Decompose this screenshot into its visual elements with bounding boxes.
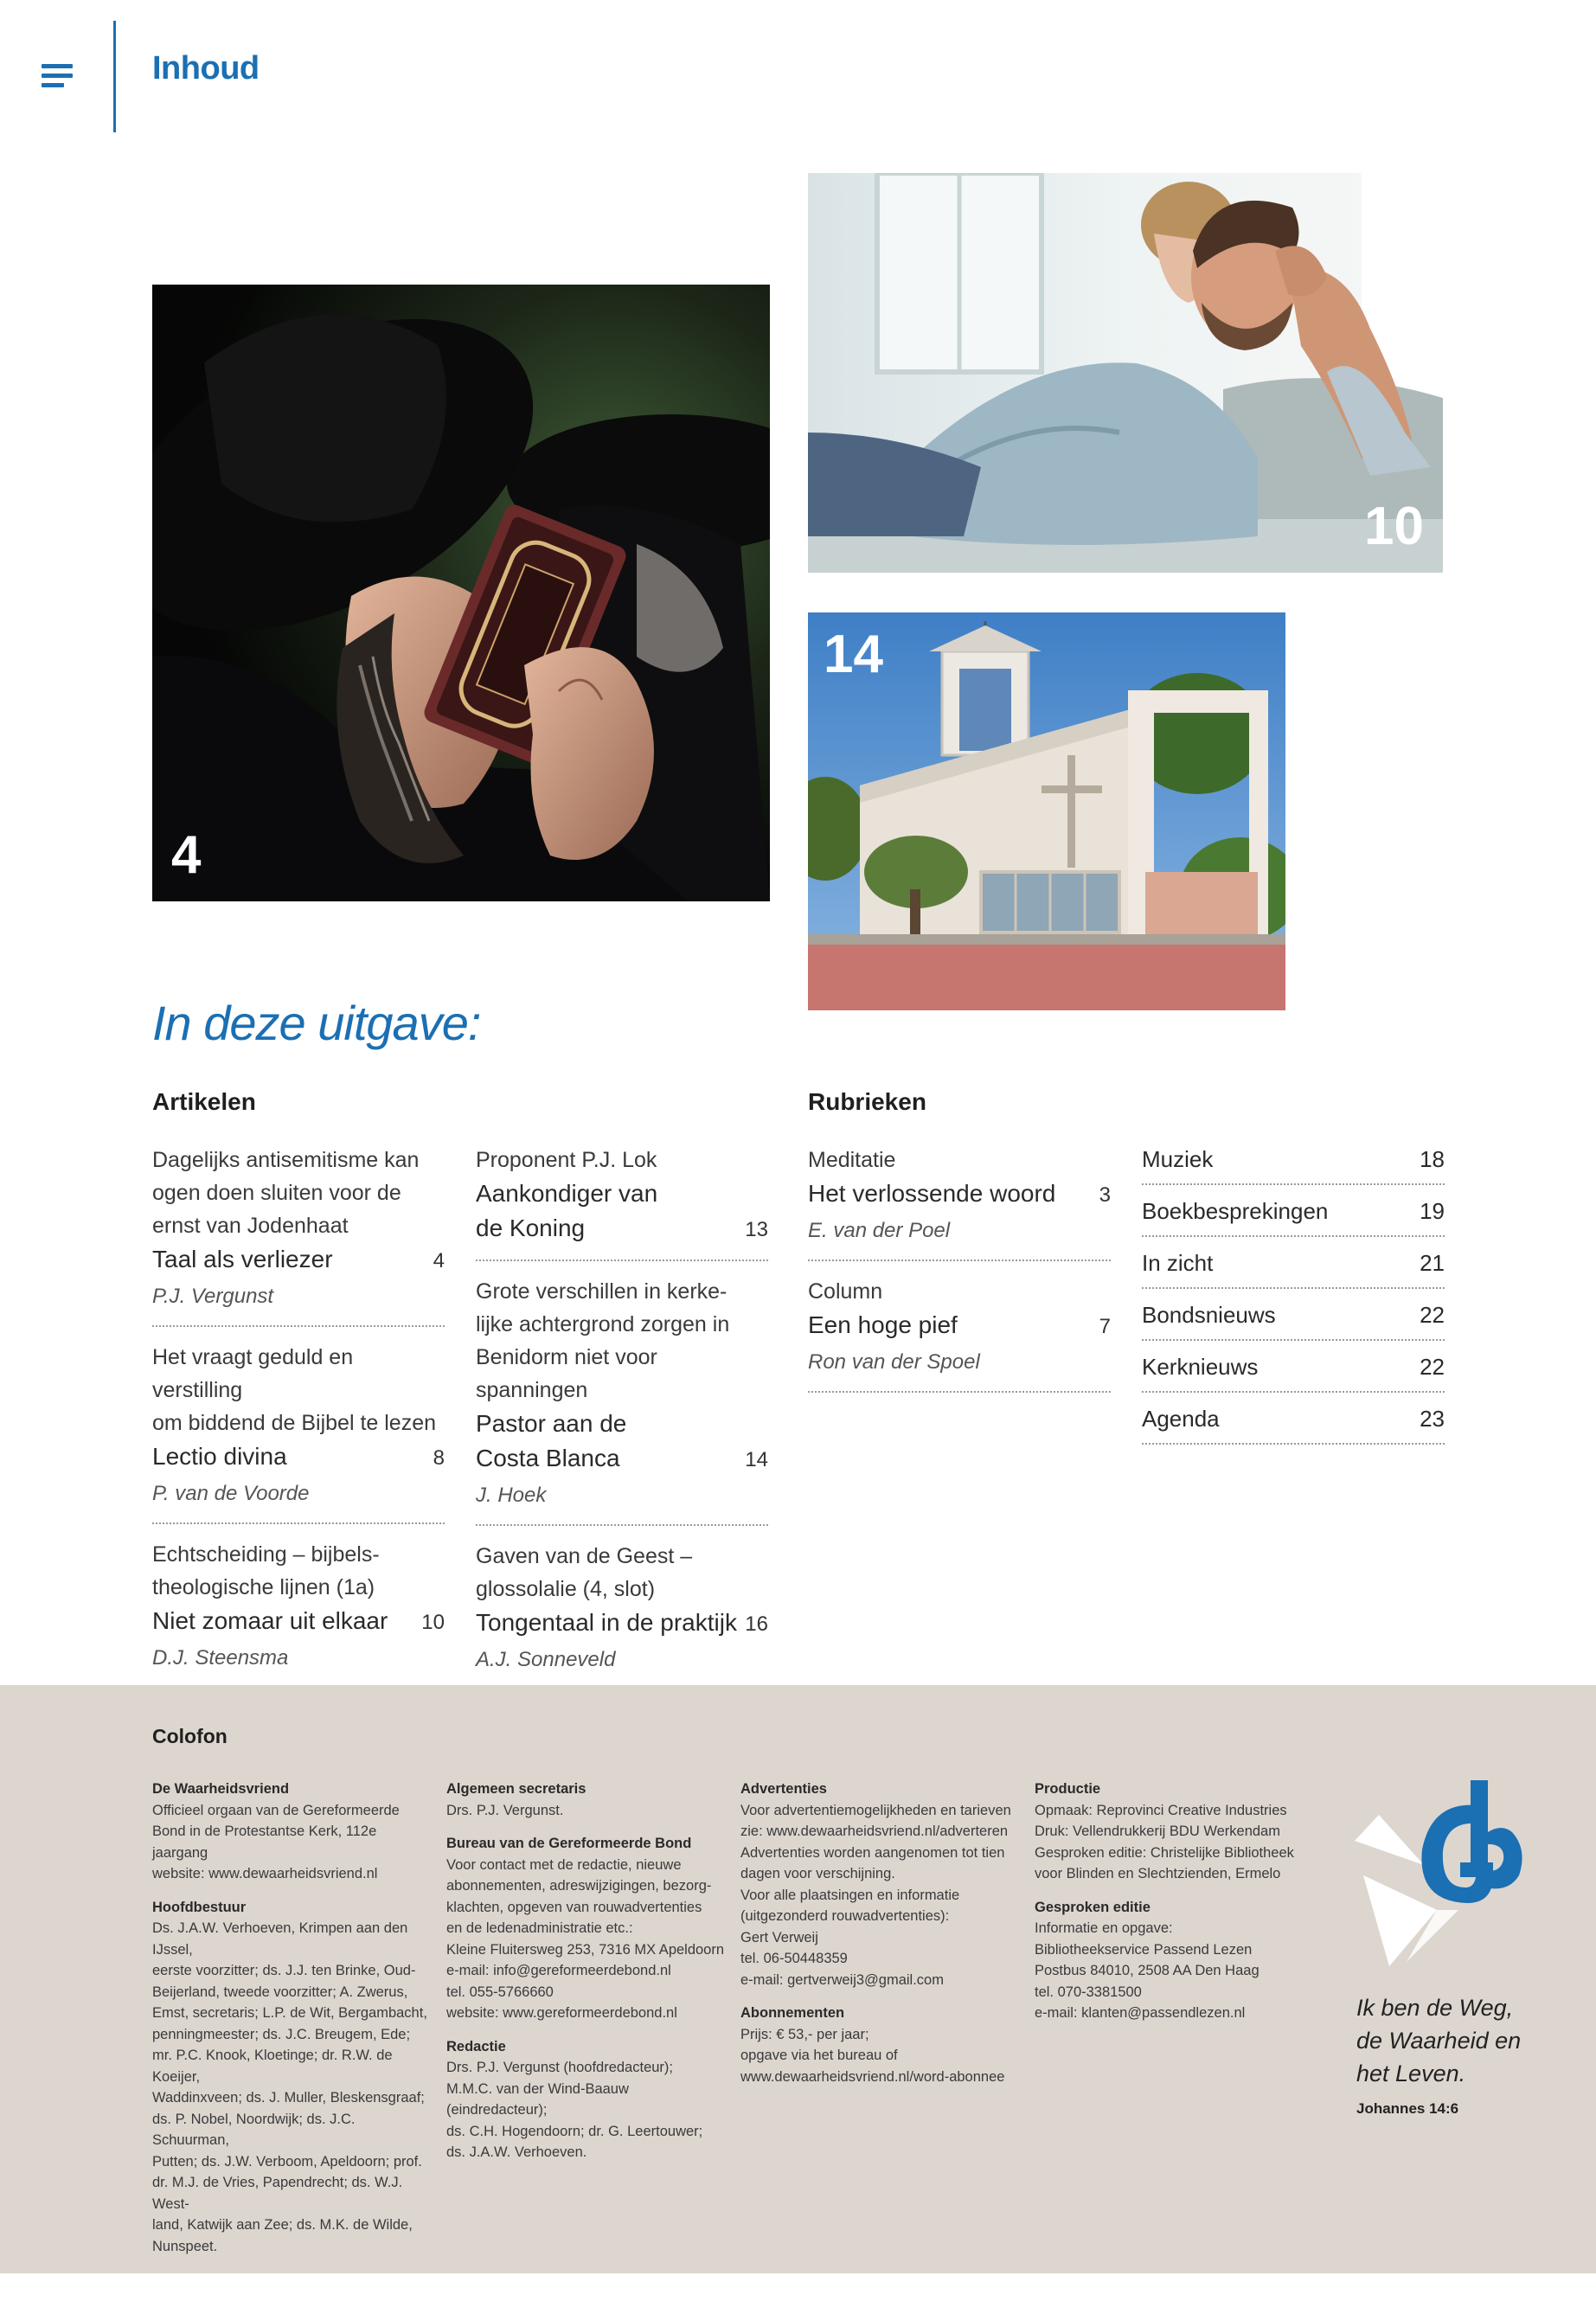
rubriek-title: Het verlossende woord bbox=[808, 1180, 1056, 1207]
article-title-row bbox=[152, 1439, 445, 1476]
rubrieken-column-left bbox=[808, 1140, 1111, 1403]
rubriek-author: E. van der Poel bbox=[808, 1219, 951, 1242]
article-page: 16 bbox=[745, 1612, 768, 1636]
photo-article-10[interactable] bbox=[808, 173, 1443, 573]
article-intro: Echtscheiding – bijbels- theologische lijnen (1a) bbox=[152, 1542, 380, 1599]
article-intro: Het vraagt geduld en verstilling om biddend de Bijbel te lezen bbox=[152, 1345, 437, 1435]
colofon-title: Colofon bbox=[152, 1725, 228, 1747]
articles-column-left bbox=[152, 1140, 445, 1699]
article-title: Niet zomaar uit elkaar bbox=[152, 1607, 388, 1634]
photo-page-number: 14 bbox=[824, 625, 883, 684]
article-entry[interactable] bbox=[476, 1536, 768, 1690]
menu-icon[interactable] bbox=[42, 64, 73, 88]
article-intro: Gaven van de Geest – glossolalie (4, slot) bbox=[476, 1544, 693, 1601]
article-title: Costa Blanca bbox=[476, 1445, 620, 1471]
rubrieken-column-right bbox=[1142, 1135, 1445, 1445]
article-intro: Proponent P.J. Lok bbox=[476, 1148, 657, 1172]
bible-quote: Ik ben de Weg, de Waarheid en het Leven. bbox=[1356, 1995, 1522, 2086]
article-author: P. van de Voorde bbox=[152, 1482, 310, 1505]
photo-page-number: 4 bbox=[171, 825, 202, 885]
article-author: J. Hoek bbox=[476, 1484, 547, 1507]
article-page: 10 bbox=[421, 1611, 445, 1634]
rubriek-title: Een hoge pief bbox=[808, 1311, 958, 1338]
articles-column-right bbox=[476, 1140, 768, 1701]
rubriek-category: Column bbox=[808, 1279, 883, 1304]
article-page: 4 bbox=[433, 1249, 445, 1272]
article-title-row bbox=[152, 1604, 445, 1640]
rubriek-entry[interactable] bbox=[808, 1140, 1111, 1261]
rubriek-list-item[interactable]: Kerknieuws 22 bbox=[1142, 1343, 1445, 1393]
article-title: Aankondiger van bbox=[476, 1180, 658, 1207]
jewish-man-praying-image bbox=[152, 285, 770, 901]
header-divider bbox=[113, 21, 116, 132]
rubriek-category: Meditatie bbox=[808, 1148, 896, 1172]
colofon-column-3: Advertenties Voor advertentiemogelijkheden en tarieven zie: www.dewaarheidsvriend.nl/adverteren Advertenties worden aangenomen tot tien dagen voor verschijning. Voor alle plaatsingen en informatie (uitgezonderd rouwadvertenties): Gert Verweij tel. 06-50448359 e-mail: gertverweij3@gmail.com Abonnementen Prijs: € 53,- per jaar; opgave via het bureau of www.dewaarheidsvriend.nl/word-abonnee bbox=[740, 1781, 1011, 2085]
article-entry[interactable] bbox=[476, 1140, 768, 1261]
article-page: 8 bbox=[433, 1446, 445, 1470]
colofon-column-4: Productie Opmaak: Reprovinci Creative Industries Druk: Vellendrukkerij BDU Werkendam Gesproken editie: Christelijke Bibliotheek voor Blinden en Slechtzienden, Ermelo Gesproken editie Informatie en opgave: Bibliotheekservice Passend Lezen Postbus 84010, 2508 AA Den Haag tel. 070-3381500 e-mail: klanten@passendlezen.nl bbox=[1035, 1781, 1294, 2021]
article-title: Taal als verliezer bbox=[152, 1246, 333, 1272]
article-page: 13 bbox=[745, 1218, 768, 1241]
photo-article-14[interactable] bbox=[808, 612, 1285, 1010]
gereformeerde-bond-logo-icon bbox=[1355, 1780, 1528, 1971]
article-entry[interactable] bbox=[152, 1140, 445, 1327]
article-entry[interactable] bbox=[152, 1535, 445, 1689]
article-entry[interactable] bbox=[152, 1337, 445, 1524]
page-header-title: Inhoud bbox=[152, 50, 260, 87]
article-title-row bbox=[476, 1176, 768, 1247]
article-title: Lectio divina bbox=[152, 1443, 287, 1470]
article-page: 14 bbox=[745, 1448, 768, 1471]
article-title: Tongentaal in de praktijk bbox=[476, 1609, 737, 1636]
rubriek-author: Ron van der Spoel bbox=[808, 1350, 980, 1374]
rubrieken-heading: Rubrieken bbox=[808, 1088, 926, 1115]
rubriek-entry[interactable] bbox=[808, 1272, 1111, 1393]
article-intro: Dagelijks antisemitisme kan ogen doen sluiten voor de ernst van Jodenhaat bbox=[152, 1148, 420, 1238]
rubriek-title-row bbox=[808, 1308, 1111, 1344]
contents-title: In deze uitgave: bbox=[152, 996, 481, 1050]
article-title-row bbox=[152, 1242, 445, 1279]
article-intro: Grote verschillen in kerke- lijke achtergrond zorgen in Benidorm niet voor spanningen bbox=[476, 1279, 730, 1402]
article-title-row bbox=[476, 1606, 768, 1642]
article-title: de Koning bbox=[476, 1215, 586, 1241]
article-author: D.J. Steensma bbox=[152, 1646, 289, 1670]
rubriek-page: 7 bbox=[1099, 1315, 1111, 1338]
article-author: A.J. Sonneveld bbox=[476, 1648, 616, 1671]
rubriek-list-item[interactable]: Agenda 23 bbox=[1142, 1394, 1445, 1445]
article-entry[interactable] bbox=[476, 1272, 768, 1526]
rubriek-list-item[interactable]: Boekbesprekingen 19 bbox=[1142, 1187, 1445, 1237]
photo-page-number: 10 bbox=[1364, 497, 1424, 556]
colofon-column-1: De Waarheidsvriend Officieel orgaan van de Gereformeerde Bond in de Protestantse Kerk, 112e jaargang website: www.dewaarheidsvriend.nl Hoofdbestuur Ds. J.A.W. Verhoeven, Krimpen aan den IJssel, eerste voorzitter; ds. J.J. ten Brinke, Oud- Beijerland, tweede voorzitter; A. Zwerus, Emst, secretaris; L.P. de Wit, Bergambacht, penningmeester; ds. J.C. Breugem, Ede; mr. P.C. Knook, Kloetinge; dr. R.W. de Koeijer, Waddinxveen; ds. J. Muller, Bleskensgraaf; ds. P. Nobel, Noordwijk; ds. J.C. Schuurman, Putten; ds. J.W. Verboom, Apeldoorn; prof. dr. M.J. de Vries, Papendrecht; ds. W.J. West- land, Katwijk aan Zee; ds. M.K. de Wilde, Nunspeet. bbox=[152, 1781, 427, 2254]
rubriek-page: 3 bbox=[1099, 1183, 1111, 1207]
rubriek-title-row bbox=[808, 1176, 1111, 1213]
rubriek-list-item[interactable]: Bondsnieuws 22 bbox=[1142, 1291, 1445, 1341]
rubriek-list-item[interactable]: In zicht 21 bbox=[1142, 1239, 1445, 1289]
photo-article-4[interactable] bbox=[152, 285, 770, 901]
bible-quote-reference: Johannes 14:6 bbox=[1356, 2100, 1459, 2117]
article-title-row bbox=[476, 1407, 768, 1477]
colofon-column-2: Algemeen secretaris Drs. P.J. Vergunst. Bureau van de Gereformeerde Bond Voor contact met de redactie, nieuwe abonnementen, adreswijzigingen, bezorg- klachten, opgeven van rouwadvertenties en de ledenadministratie etc.: Kleine Fluitersweg 253, 7316 MX Apeldoorn e-mail: info@gereformeerdebond.nl tel. 055-5766660 website: www.gereformeerdebond.nl Redactie Drs. P.J. Vergunst (hoofdredacteur); M.M.C. van der Wind-Baauw (eindredacteur); ds. C.H. Hogendoorn; dr. G. Leertouwer; ds. J.A.W. Verhoeven. bbox=[446, 1781, 725, 2160]
article-title: Pastor aan de bbox=[476, 1410, 627, 1437]
article-author: P.J. Vergunst bbox=[152, 1285, 274, 1308]
bored-man-on-couch-image bbox=[808, 173, 1443, 573]
articles-heading: Artikelen bbox=[152, 1088, 256, 1115]
rubriek-list-item[interactable]: Muziek 18 bbox=[1142, 1135, 1445, 1185]
